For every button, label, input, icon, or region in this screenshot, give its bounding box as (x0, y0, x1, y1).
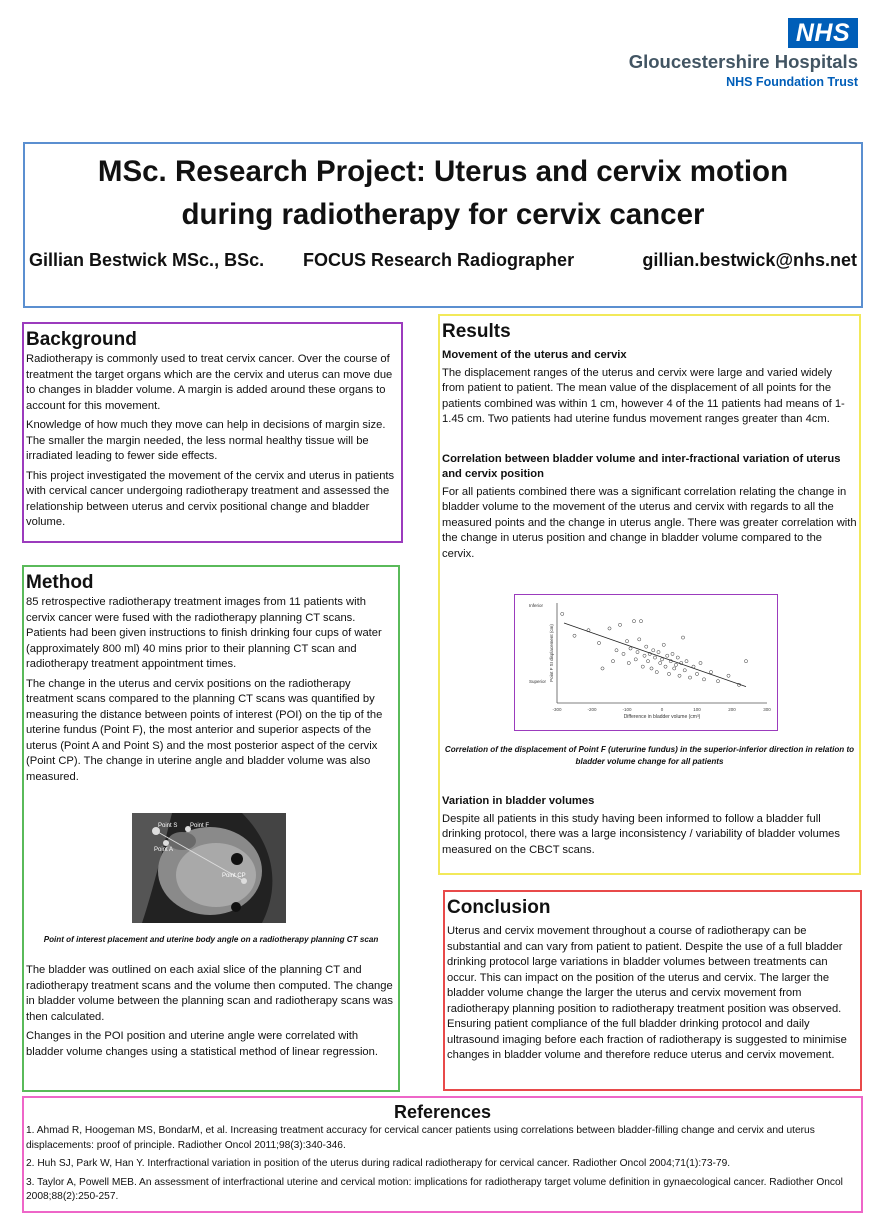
ct-scan-image (132, 813, 286, 923)
ct-image-caption: Point of interest placement and uterine body angle on a radiotherapy planning CT scan (43, 935, 379, 944)
background-paragraph: Radiotherapy is commonly used to treat cervix cancer. Over the course of treatment the target organs which are the cervix and uterus can move due to changes in bladder volume. A margin is added around these organs to account for this movement. (26, 353, 393, 412)
scatter-point (673, 667, 676, 670)
nhs-logo: NHS (788, 18, 858, 48)
scatter-point (678, 674, 681, 677)
x-tick-label: 100 (693, 707, 701, 712)
scatter-point (695, 672, 698, 675)
scatter-point (634, 658, 637, 661)
scatter-point (641, 665, 644, 668)
scatter-point (674, 663, 677, 666)
author-role: FOCUS Research Radiographer (303, 250, 575, 270)
org-subtitle: NHS Foundation Trust (726, 75, 858, 89)
x-axis-label: Difference in bladder volume (cm³) (623, 714, 701, 720)
results-paragraph: Despite all patients in this study having been informed to follow a bladder full drinking protocol, there was a large inconsistency / variability of bladder volumes measured on the CBCT scans. (442, 812, 840, 856)
x-tick-label: 200 (728, 707, 736, 712)
scatter-point (699, 661, 702, 664)
background-panel (22, 322, 403, 543)
scatter-point (625, 640, 628, 643)
poster-title (25, 150, 861, 236)
scatter-chart (515, 595, 777, 730)
scatter-point (573, 634, 576, 637)
conclusion-text: Uterus and cervix movement throughout a course of radiotherapy can be substantial and can vary from patient to patient. Despite the use of a full bladder drinking protocol large variations in bladder volumes between treatments can occur. This can impact on the position of the uterus and cervix. The larger the bladder volume change the larger the uterus and cervix movement from radiotherapy planning position to radiotherapy treatment position was observed. Ensuring patient compliance of the full bladder drinking protocol and daily ultrasound imaging before each fraction of radiotherapy is suggested to minimise changes in bladder volume and therefore reduce uterus and cervix movement. (447, 925, 847, 1061)
scatter-point (622, 652, 625, 655)
scatter-point (655, 670, 658, 673)
scatter-point (744, 660, 747, 663)
conclusion-panel (443, 890, 862, 1091)
scatter-point (666, 654, 669, 657)
x-tick-label: 300 (763, 707, 771, 712)
scatter-point (597, 641, 600, 644)
scatter-point (716, 680, 719, 683)
y-bottom-label: Superior (529, 679, 547, 684)
scatter-point (727, 674, 730, 677)
scatter-point (650, 667, 653, 670)
results-paragraph: For all patients combined there was a significant correlation relating the change in bladder volume to the movement of the uterus and cervix with regards to all the measured points and the change in uterus angle. There was greater correlation with the change in uterus position and change in bladder volume compared to the cervix. (442, 485, 857, 560)
scatter-point (709, 670, 712, 673)
x-tick-label: -300 (552, 707, 562, 712)
results-panel (438, 314, 861, 875)
scatter-point (657, 650, 660, 653)
ct-label: Point S (158, 823, 178, 829)
ct-label: Point A (154, 847, 174, 853)
results-subheading: Correlation between bladder volume and inter-fractional variation of uterus and cervix position (442, 452, 841, 480)
scatter-point (615, 649, 618, 652)
scatter-point (671, 652, 674, 655)
title-line-2: during radiotherapy for cervix cancer (181, 198, 705, 231)
method-paragraph: 85 retrospective radiotherapy treatment images from 11 patients with cervix cancer were fused with the radiotherapy planning CT scans. Patients had been given instructions to finish drinking four cups of water (approximately 800 ml) 40 mins prior to their planning CT scan and radiotherapy treatment appointment times. (26, 596, 382, 670)
reference-item: 1. Ahmad R, Hoogeman MS, BondarM, et al. Increasing treatment accuracy for cervical cancer patients using correlations between bladder-filling change and cervix and uterus displacements: proof of principle. Radiother Oncol 2011;98(3):340-346. (26, 1125, 815, 1151)
results-subheading: Variation in bladder volumes (442, 795, 595, 807)
scatter-point (629, 647, 632, 650)
scatter-point (653, 656, 656, 659)
scatter-point (636, 650, 639, 653)
references-panel (22, 1096, 863, 1213)
scatter-point (639, 620, 642, 623)
background-heading: Background (26, 329, 137, 350)
scatter-point (662, 643, 665, 646)
results-paragraph: The displacement ranges of the uterus and cervix were large and varied widely from patient to patient. The mean value of the displacement of all points for the patients combined was within 1 cm, however 4 of the 11 patients had means of 1-1.45 cm. Two patients had uterine fundus movement ranges greater than 4cm. (442, 366, 845, 425)
scatter-point (702, 678, 705, 681)
x-tick-label: -200 (587, 707, 597, 712)
y-axis-label: Point F SI displacement (cm) (549, 624, 554, 682)
reference-item: 2. Huh SJ, Park W, Han Y. Interfractional variation in position of the uterus during radical radiotherapy for cervical cancer. Radiother Oncol 2004;71(1):73-79. (26, 1158, 731, 1169)
y-top-label: Inferior (529, 603, 544, 608)
scatter-point (601, 667, 604, 670)
ct-label: Point F (190, 823, 210, 829)
scatter-point (646, 660, 649, 663)
scatter-point (627, 661, 630, 664)
results-subheading: Movement of the uterus and cervix (442, 349, 627, 361)
org-name: Gloucestershire Hospitals (628, 51, 858, 72)
background-paragraph: This project investigated the movement of the cervix and uterus in patients with cervical cancer undergoing radiotherapy treatment and assessed the relationship between uterus and cervix positional change and bladder volume. (26, 469, 395, 528)
author-email[interactable]: gillian.bestwick@nhs.net (642, 250, 857, 270)
results-lower-text (442, 790, 857, 862)
scatter-point (681, 636, 684, 639)
scatter-point (685, 660, 688, 663)
ct-label: Point CP (222, 873, 246, 879)
reference-item: 3. Taylor A, Powell MEB. An assessment of interfractional uterine and cervical motion: implications for radiotherapy target volume definition in gynaecological cancer. Radiother Oncol 2008;88(2):250-257. (26, 1176, 843, 1202)
conclusion-heading: Conclusion (447, 897, 551, 918)
scatter-point (660, 658, 663, 661)
scatter-point (611, 660, 614, 663)
trend-line (564, 623, 746, 687)
method-heading: Method (26, 572, 94, 593)
method-lower-text (26, 963, 396, 1064)
title-line-1: MSc. Research Project: Uterus and cervix motion (97, 155, 789, 188)
method-paragraph: Changes in the POI position and uterine angle were correlated with bladder volume changes using a statistical method of linear regression. (26, 1030, 378, 1058)
scatter-point (561, 612, 564, 615)
scatter-point (683, 669, 686, 672)
scatter-point (688, 676, 691, 679)
scatter-point (676, 656, 679, 659)
method-paragraph: The bladder was outlined on each axial slice of the planning CT and radiotherapy treatment scans and the volume then computed. The change in bladder volume between the planning scan and radiotherapy scans was then calculated. (26, 964, 393, 1023)
author-name: Gillian Bestwick MSc., BSc. (29, 250, 265, 270)
scatter-point (667, 672, 670, 675)
x-tick-label: -100 (622, 707, 632, 712)
scatter-point (618, 623, 621, 626)
x-tick-label: 0 (660, 707, 664, 712)
scatter-point (643, 654, 646, 657)
scatter-point (638, 638, 641, 641)
scatter-point (632, 620, 635, 623)
scatter-point (652, 649, 655, 652)
references-heading: References (393, 1102, 492, 1122)
results-heading: Results (442, 321, 511, 342)
scatter-point (659, 661, 662, 664)
chart-caption: Correlation of the displacement of Point F (uterurine fundus) in the superior-inferior direction in relation to bladder volume change for all patients (444, 745, 855, 766)
scatter-point (664, 665, 667, 668)
scatter-point (608, 627, 611, 630)
title-box (23, 142, 863, 308)
background-paragraph: Knowledge of how much they move can help in decisions of margin size. The smaller the margin needed, the less normal healthy tissue will be irradiated leading to fewer side effects. (26, 419, 386, 462)
method-paragraph: The change in the uterus and cervix positions on the radiotherapy treatment scans compared to the planning CT scans was quantified by measuring the distance between points of interest (POI) on the tip of the uterine fundus (Point F), the most anterior and superior aspects of the uterus (Point A and Point S) and the most posterior aspect of the cervix (Point CP). The change in uterine angle and bladder volume was also measured. (26, 677, 383, 783)
method-panel (22, 565, 400, 1092)
scatter-chart-frame (514, 594, 778, 731)
scatter-point (645, 645, 648, 648)
